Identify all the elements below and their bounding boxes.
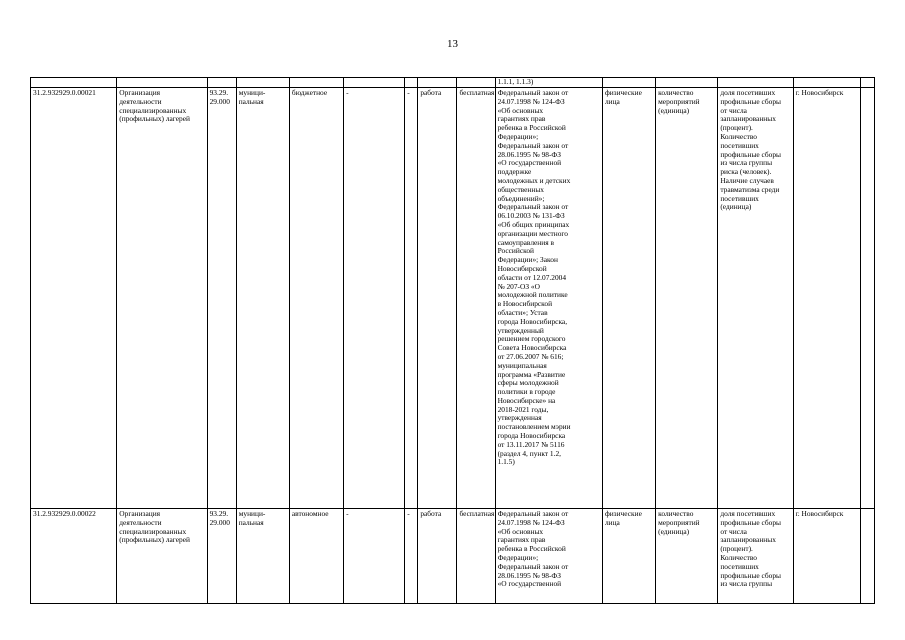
registry-code: 31.2.932929.0.00021 — [31, 88, 117, 509]
institution-type: автономное — [289, 509, 343, 604]
cell — [207, 78, 236, 88]
cell — [405, 78, 418, 88]
volume-indicator: количество мероприятий (единица) — [656, 509, 718, 604]
place: г. Новосибирск — [793, 509, 860, 604]
cell — [602, 78, 655, 88]
consumers: физические лица — [602, 88, 655, 509]
cell — [289, 78, 343, 88]
dash-cell: - — [344, 88, 405, 509]
registry-code: 31.2.932929.0.00022 — [31, 509, 117, 604]
dash-cell: - — [344, 509, 405, 604]
place: г. Новосибирск — [793, 88, 860, 509]
dash-cell: - — [405, 509, 418, 604]
okved-code: 93.29. 29.000 — [207, 88, 236, 509]
quality-indicator: доля посетивших профильные сборы от числа запланированных (процент). Количество посетивших профильные сборы из числа группы риска (человек). Наличие случаев травматизма среди посетивших (единица) — [718, 88, 793, 509]
legal-basis-continuation: 1.1.1, 1.1.3) — [495, 78, 602, 88]
quality-indicator: доля посетивших профильные сборы от числа запланированных (процент). Количество посетивших профильные сборы из числа группы — [718, 509, 793, 604]
payment-type: бесплатная — [457, 509, 495, 604]
service-name: Организация деятельности специализированных (профильных) лагерей — [117, 509, 207, 604]
service-level: муници- пальная — [236, 88, 289, 509]
cell — [860, 78, 874, 88]
table-row — [31, 509, 875, 604]
continuation-row — [31, 78, 875, 88]
activity-type: работа — [418, 509, 457, 604]
dash-cell: - — [405, 88, 418, 509]
legal-basis: Федеральный закон от 24.07.1998 № 124-ФЗ «Об основных гарантиях прав ребенка в Российской Федерации»; Федеральный закон от 28.06.1995 № 98-ФЗ «О государственной — [495, 509, 602, 604]
volume-indicator: количество мероприятий (единица) — [656, 88, 718, 509]
cell — [418, 78, 457, 88]
legal-basis: Федеральный закон от 24.07.1998 № 124-ФЗ «Об основных гарантиях прав ребенка в Российской Федерации»; Федеральный закон от 28.06.1995 № 98-ФЗ «О государственной поддержке молодежных и детских общественных объединений»; Федеральный закон от 06.10.2003 № 131-ФЗ «Об общих принципах организации местного самоуправления в Российской Федерации»; Закон Новосибирской области от 12.07.2004 № 207-ОЗ «О молодежной политике в Новосибирской области»; Устав города Новосибирска, утвержденный решением городского Совета Новосибирска от 27.06.2007 № 616; муниципальная программа «Развитие сферы молодежной политики в городе Новосибирске» на 2018-2021 годы, утвержденная постановлением мэрии города Новосибирска от 13.11.2017 № 5116 (раздел 4, пункт 1.2, 1.1.5) — [495, 88, 602, 509]
cell — [860, 509, 874, 604]
institution-type: бюджетное — [289, 88, 343, 509]
cell — [457, 78, 495, 88]
cell — [860, 88, 874, 509]
cell — [31, 78, 117, 88]
service-level: муници- пальная — [236, 509, 289, 604]
cell — [793, 78, 860, 88]
cell — [718, 78, 793, 88]
activity-type: работа — [418, 88, 457, 509]
cell — [117, 78, 207, 88]
cell — [236, 78, 289, 88]
page-number: 13 — [447, 38, 458, 50]
payment-type: бесплатная — [457, 88, 495, 509]
table-row — [31, 88, 875, 509]
services-table — [30, 77, 875, 604]
okved-code: 93.29. 29.000 — [207, 509, 236, 604]
service-name: Организация деятельности специализированных (профильных) лагерей — [117, 88, 207, 509]
cell — [344, 78, 405, 88]
consumers: физические лица — [602, 509, 655, 604]
cell — [656, 78, 718, 88]
